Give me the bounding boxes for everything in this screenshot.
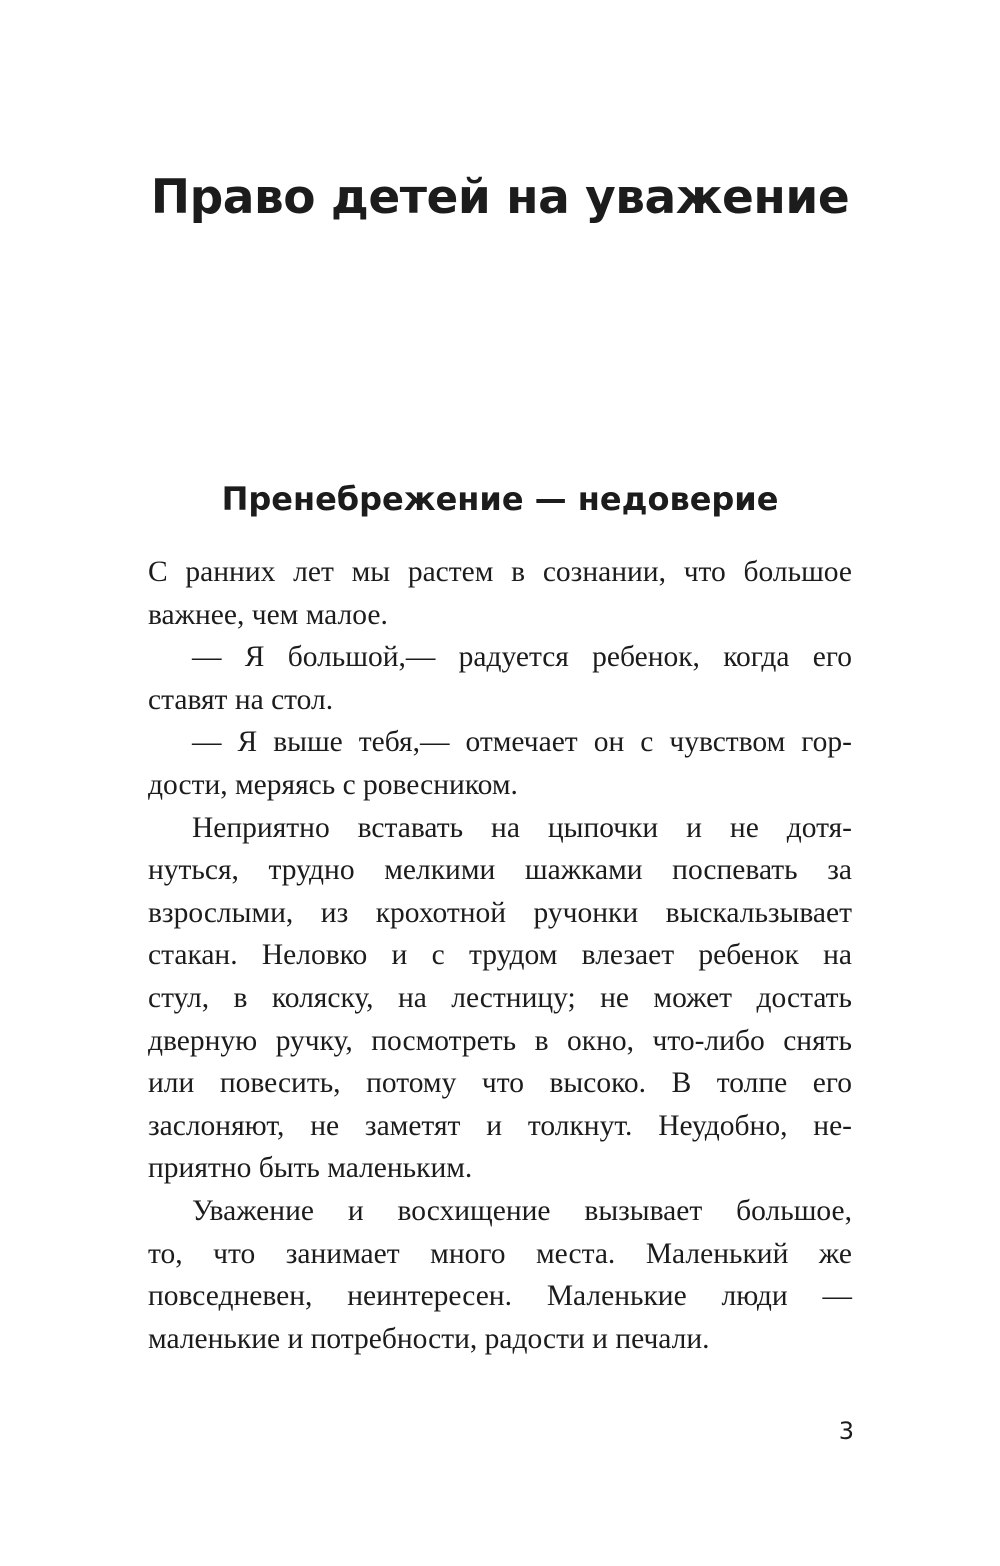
text-line: стакан. Неловко и с трудом влезает ребенок на [148,939,852,972]
text-line: взрослыми, из крохотной ручонки выскальзывает [148,896,852,929]
section-title: Пренебрежение — недоверие [221,480,779,518]
text-line: нуться, трудно мелкими шажками поспевать за [148,854,852,887]
text-line: или повесить, потому что высоко. В толпе его [148,1067,852,1100]
text-line: С ранних лет мы растем в сознании, что большое [148,556,852,588]
page-number: 3 [838,1417,854,1445]
text-line: стул, в коляску, на лестницу; не может достать [148,981,852,1014]
text-line: повседневен, неинтересен. Маленькие люди — [148,1280,852,1313]
text-line: дости, меряясь с ровесником. [148,768,518,801]
text-line: приятно быть маленьким. [148,1152,473,1185]
text-line: ставят на стол. [148,683,334,716]
text-line: Уважение и восхищение вызывает большое, [192,1194,852,1227]
text-line: — Я выше тебя,— отмечает он с чувством гор- [192,726,852,759]
text-line: важнее, чем малое. [148,598,388,631]
text-line: маленькие и потребности, радости и печали. [148,1322,710,1355]
chapter-title: Право детей на уважение [150,170,850,225]
text-line: — Я большой,— радуется ребенок, когда его [192,641,852,674]
text-line: заслоняют, не заметят и толкнут. Неудобно, не- [148,1109,852,1142]
text-line: Неприятно вставать на цыпочки и не дотя- [192,811,852,844]
body-text [148,551,852,1360]
text-line: то, что занимает много места. Маленький же [148,1237,852,1270]
text-line: дверную ручку, посмотреть в окно, что-либо снять [148,1024,852,1057]
